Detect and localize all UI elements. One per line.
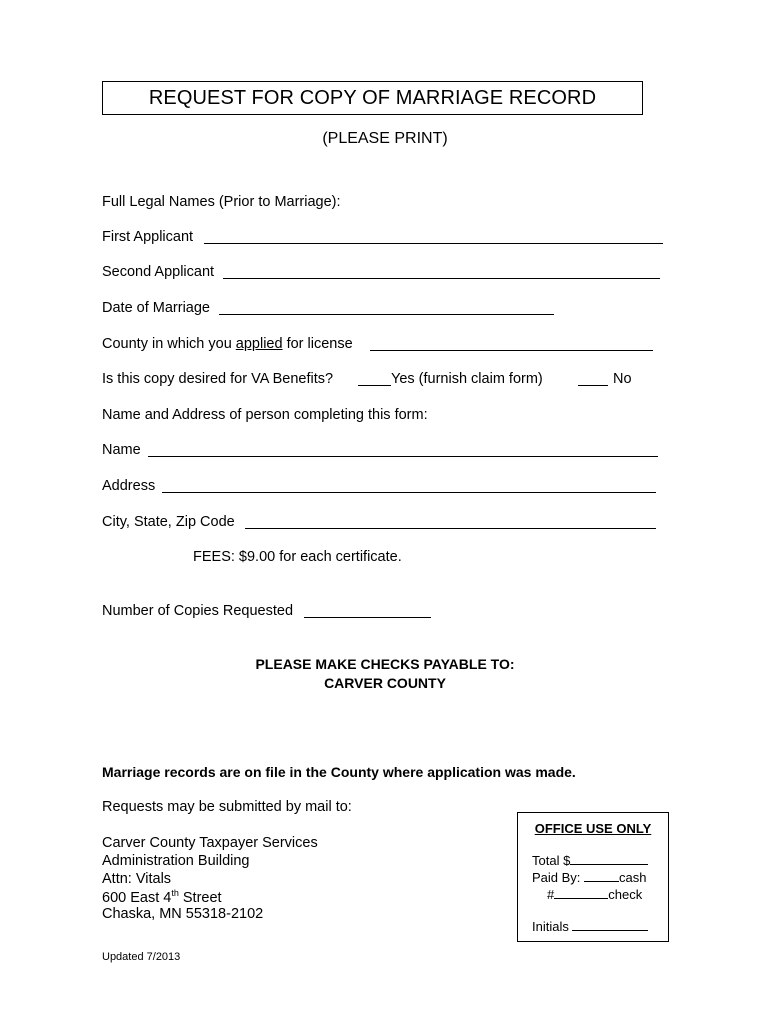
address-label: Address — [102, 478, 156, 494]
mail-address-line-3: Attn: Vitals — [102, 871, 172, 887]
va-yes-label: Yes (furnish claim form) — [391, 371, 543, 387]
county-label-prefix: County in which you — [102, 336, 236, 352]
office-total-field[interactable] — [570, 863, 648, 865]
office-hash-label: # — [547, 887, 555, 902]
office-check-row — [547, 887, 642, 902]
office-paid-row — [532, 870, 647, 885]
title-box — [102, 81, 643, 115]
payable-line-2: CARVER COUNTY — [324, 675, 446, 691]
va-no-blank[interactable] — [578, 385, 608, 386]
va-yes-blank[interactable] — [358, 385, 391, 386]
address-field[interactable] — [162, 492, 656, 493]
full-names-label: Full Legal Names (Prior to Marriage): — [102, 194, 341, 210]
date-of-marriage-field[interactable] — [219, 314, 554, 315]
office-cash-label: cash — [619, 870, 647, 885]
mail-address-line-5: Chaska, MN 55318-2102 — [102, 906, 264, 922]
street-name: Street — [178, 889, 222, 906]
office-total-row — [532, 853, 648, 868]
county-label — [102, 336, 353, 352]
va-question-label: Is this copy desired for VA Benefits? — [102, 371, 334, 387]
va-no-label: No — [613, 371, 632, 387]
copies-field[interactable] — [304, 617, 431, 618]
county-label-suffix: for license — [282, 336, 353, 352]
office-initials-row — [532, 919, 648, 934]
county-label-applied: applied — [235, 336, 283, 352]
second-applicant-field[interactable] — [223, 278, 660, 279]
county-field[interactable] — [370, 350, 653, 351]
first-applicant-label: First Applicant — [102, 229, 194, 245]
office-check-field[interactable] — [554, 897, 608, 899]
date-of-marriage-label: Date of Marriage — [102, 300, 210, 316]
mail-intro: Requests may be submitted by mail to: — [102, 799, 352, 815]
office-check-label: check — [608, 887, 643, 902]
street-ordinal: th — [171, 888, 179, 898]
first-applicant-field[interactable] — [204, 243, 663, 244]
mail-address-line-2: Administration Building — [102, 853, 250, 869]
page-title: REQUEST FOR COPY OF MARRIAGE RECORD — [148, 87, 597, 109]
office-total-label: Total $ — [532, 853, 571, 868]
city-state-zip-label: City, State, Zip Code — [102, 514, 235, 530]
office-initials-label: Initials — [532, 919, 573, 934]
office-paid-label: Paid By: — [532, 870, 585, 885]
payable-line-1: PLEASE MAKE CHECKS PAYABLE TO: — [255, 656, 515, 672]
street-number: 600 East 4 — [102, 889, 172, 906]
city-state-zip-field[interactable] — [245, 528, 656, 529]
updated-note: Updated 7/2013 — [102, 951, 181, 963]
office-cash-field[interactable] — [584, 880, 619, 882]
page-subtitle: (PLEASE PRINT) — [322, 130, 448, 147]
mail-address-line-1: Carver County Taxpayer Services — [102, 835, 318, 851]
office-use-title: OFFICE USE ONLY — [534, 821, 652, 836]
copies-label: Number of Copies Requested — [102, 603, 294, 619]
second-applicant-label: Second Applicant — [102, 264, 215, 280]
mail-address-line-4 — [102, 888, 222, 906]
fees-text: FEES: $9.00 for each certificate. — [193, 549, 402, 565]
records-note: Marriage records are on file in the County where application was made. — [102, 764, 576, 780]
name-label: Name — [102, 442, 141, 458]
person-completing-label: Name and Address of person completing this form: — [102, 407, 428, 423]
office-use-box — [517, 812, 669, 942]
office-initials-field[interactable] — [572, 929, 648, 931]
name-field[interactable] — [148, 456, 658, 457]
